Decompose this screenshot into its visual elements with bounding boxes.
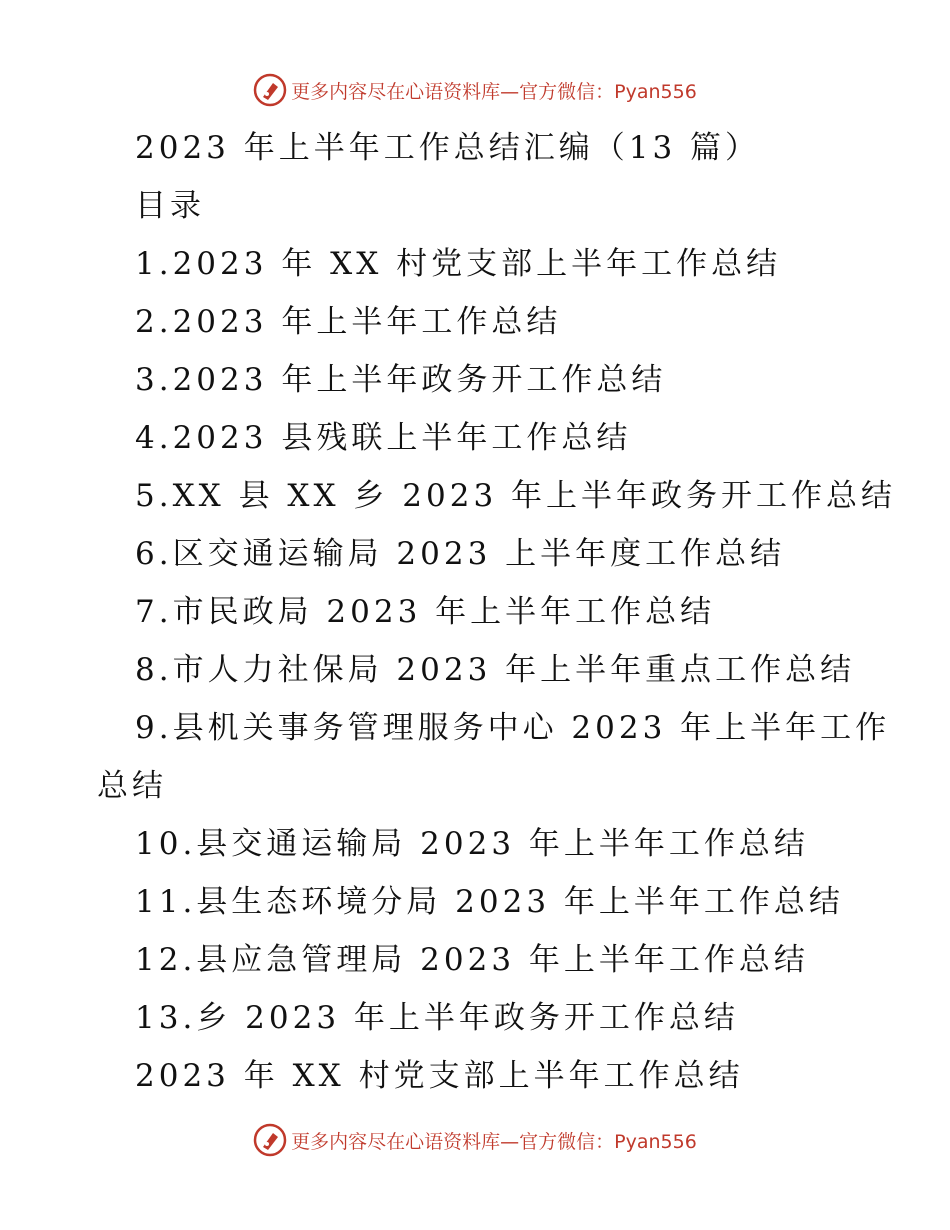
section-heading: 2023 年 XX 村党支部上半年工作总结 bbox=[135, 1058, 744, 1094]
banner-text: 更多内容尽在心语资料库—官方微信：Pyan556 bbox=[291, 80, 697, 103]
toc-item: 1.2023 年 XX 村党支部上半年工作总结 bbox=[135, 246, 782, 282]
toc-item: 13.乡 2023 年上半年政务开工作总结 bbox=[135, 1000, 739, 1036]
toc-item: 3.2023 年上半年政务开工作总结 bbox=[135, 362, 667, 398]
toc-item: 4.2023 县残联上半年工作总结 bbox=[135, 420, 632, 456]
toc-item: 2.2023 年上半年工作总结 bbox=[135, 304, 562, 340]
toc-item-continuation: 总结 bbox=[97, 768, 167, 804]
pen-nib-icon bbox=[253, 73, 287, 107]
toc-item: 9.县机关事务管理服务中心 2023 年上半年工作 bbox=[135, 710, 891, 746]
toc-item: 5.XX 县 XX 乡 2023 年上半年政务开工作总结 bbox=[135, 478, 897, 514]
toc-heading: 目录 bbox=[135, 188, 205, 224]
header-banner bbox=[0, 70, 950, 110]
banner-text: 更多内容尽在心语资料库—官方微信：Pyan556 bbox=[291, 1130, 697, 1153]
toc-item: 10.县交通运输局 2023 年上半年工作总结 bbox=[135, 826, 809, 862]
toc-item: 8.市人力社保局 2023 年上半年重点工作总结 bbox=[135, 652, 856, 688]
toc-item: 11.县生态环境分局 2023 年上半年工作总结 bbox=[135, 884, 844, 920]
document-title: 2023 年上半年工作总结汇编（13 篇） bbox=[135, 130, 761, 166]
pen-nib-icon bbox=[253, 1123, 287, 1157]
toc-item: 7.市民政局 2023 年上半年工作总结 bbox=[135, 594, 716, 630]
toc-item: 12.县应急管理局 2023 年上半年工作总结 bbox=[135, 942, 809, 978]
footer-banner bbox=[0, 1120, 950, 1160]
toc-item: 6.区交通运输局 2023 上半年度工作总结 bbox=[135, 536, 786, 572]
